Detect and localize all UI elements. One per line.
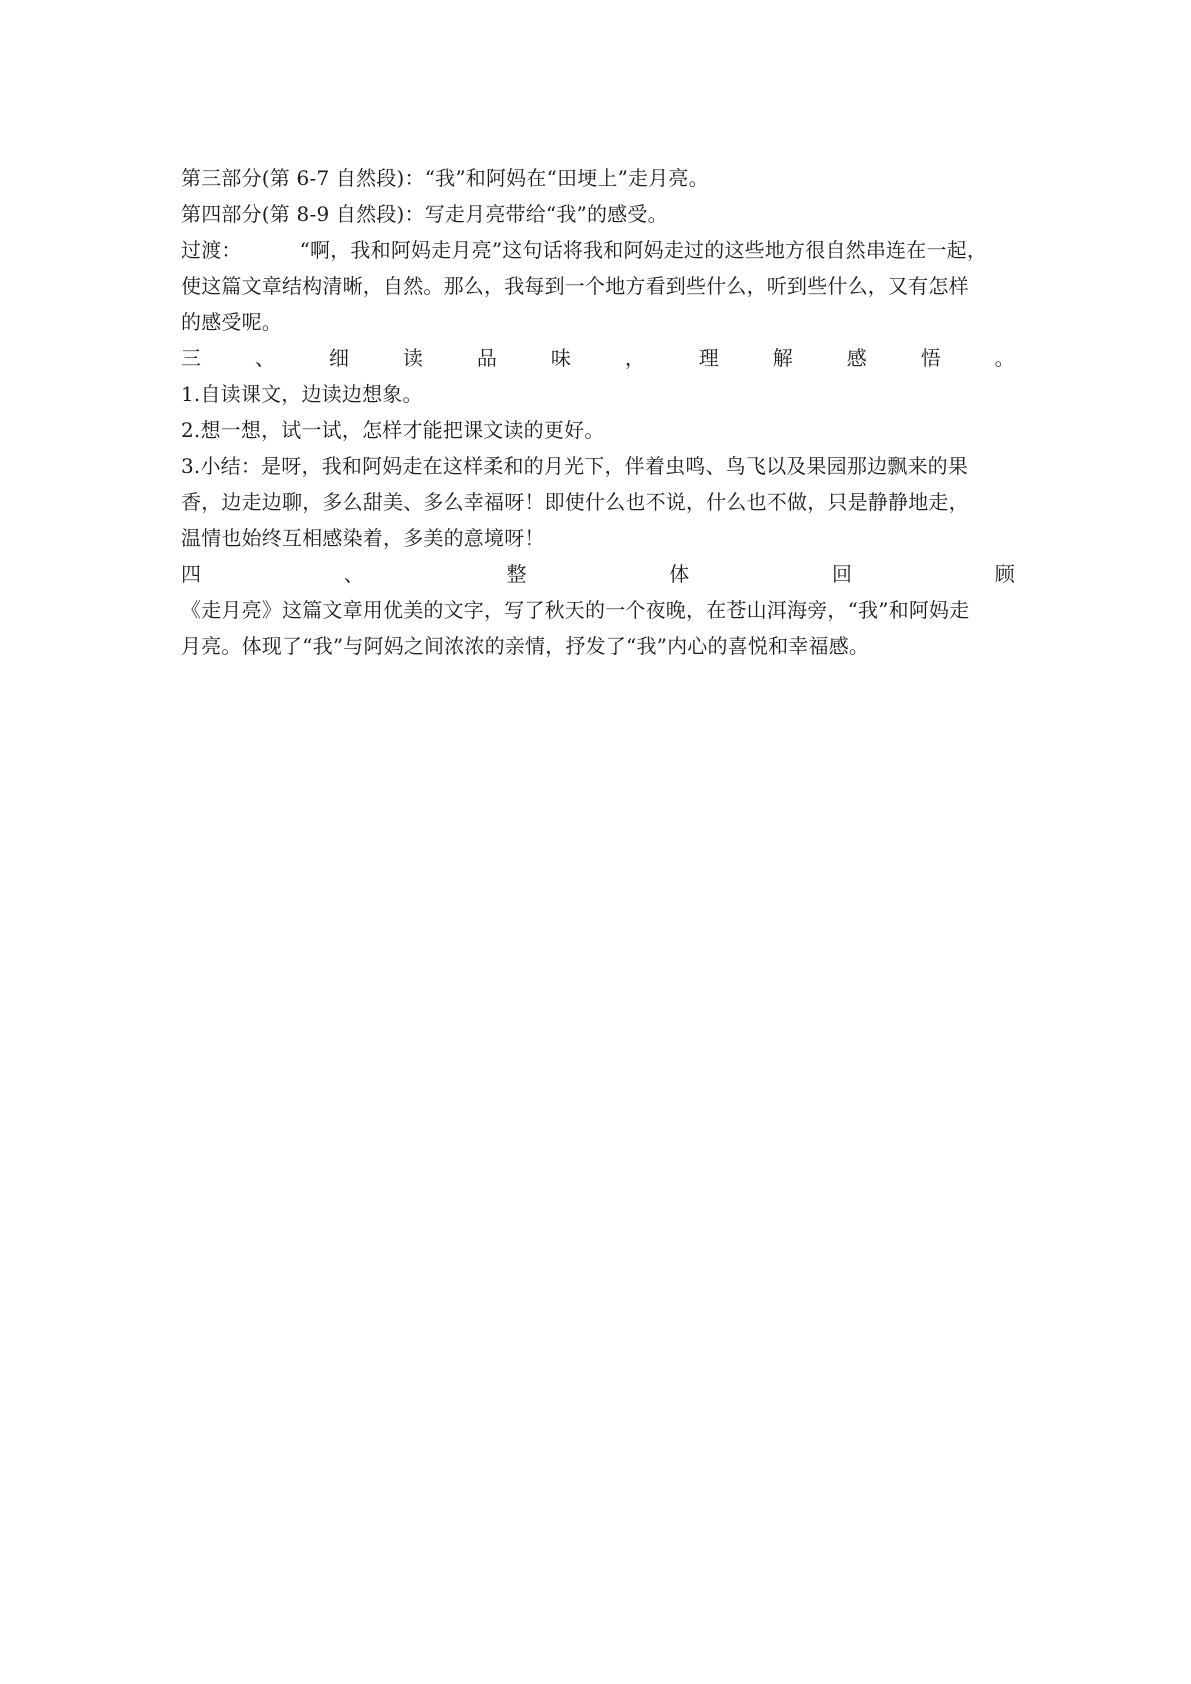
section3-char: ， <box>624 346 646 370</box>
section3-heading <box>181 340 1015 376</box>
list-item-2: 2.想一想，试一试，怎样才能把课文读的更好。 <box>181 418 605 442</box>
summary-line-1: 《走月亮》这篇文章用优美的文字，写了秋天的一个夜晚，在苍山洱海旁，“我”和阿妈走 <box>181 598 970 622</box>
section4-char: 四 <box>181 562 202 586</box>
transition-line-3: 的感受呢。 <box>181 310 282 334</box>
part4-line: 第四部分(第 8-9 自然段)：写走月亮带给“我”的感受。 <box>181 202 668 226</box>
list-item-1: 1.自读课文，边读边想象。 <box>181 382 423 406</box>
section4-char: 、 <box>343 562 364 586</box>
transition-line-1 <box>181 232 1015 268</box>
section3-char: 味 <box>550 346 572 370</box>
part3-line: 第三部分(第 6-7 自然段)：“我”和阿妈在“田埂上”走月亮。 <box>181 166 709 190</box>
transition-label: 过渡： <box>181 238 242 262</box>
section3-char: 品 <box>476 346 498 370</box>
section3-char: 三 <box>181 346 202 370</box>
list-item-3-line-1: 3.小结：是呀，我和阿妈走在这样柔和的月光下，伴着虫鸣、鸟飞以及果园那边飘来的果 <box>181 454 969 478</box>
document-page <box>181 160 1015 664</box>
section3-char: 解 <box>772 346 793 370</box>
section3-char: 理 <box>698 346 719 370</box>
section3-char: 。 <box>994 346 1015 370</box>
list-item-3-line-3: 温情也始终互相感染着，多美的意境呀！ <box>181 526 545 550</box>
section3-char: 感 <box>846 346 867 370</box>
section4-char: 体 <box>669 562 690 586</box>
section3-char: 细 <box>328 346 350 370</box>
section4-char: 回 <box>832 562 853 586</box>
section3-char: 、 <box>254 346 276 370</box>
section4-heading <box>181 556 1015 592</box>
summary-line-2: 月亮。体现了“我”与阿妈之间浓浓的亲情，抒发了“我”内心的喜悦和幸福感。 <box>181 634 870 658</box>
section3-char: 读 <box>402 346 424 370</box>
transition-line-2: 使这篇文章结构清晰，自然。那么，我每到一个地方看到些什么，听到些什么，又有怎样 <box>181 274 969 298</box>
list-item-3-line-2: 香，边走边聊，多么甜美、多么幸福呀！即使什么也不说，什么也不做，只是静静地走， <box>181 490 969 514</box>
section4-char: 整 <box>506 562 527 586</box>
section3-char: 悟 <box>920 346 941 370</box>
transition-text-1: “啊，我和阿妈走月亮”这句话将我和阿妈走过的这些地方很自然串连在一起， <box>299 238 988 262</box>
section4-char: 顾 <box>994 562 1015 586</box>
